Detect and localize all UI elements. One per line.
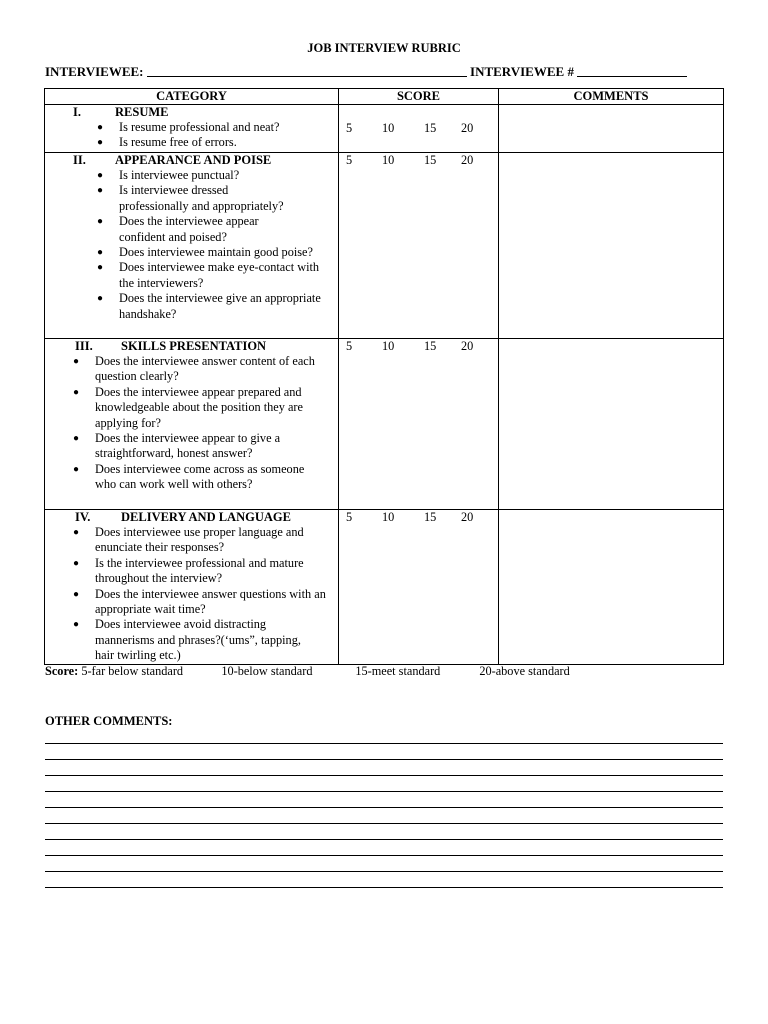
comments-header: COMMENTS (499, 89, 724, 105)
criteria-item: ● Is the interviewee professional and mature throughout the interview? (73, 555, 304, 586)
legend-label: Score: (45, 664, 79, 678)
criteria-item: ● Does the interviewee appear confident and poised? (97, 214, 259, 244)
section-title: DELIVERY AND LANGUAGE (121, 510, 291, 524)
criteria-list (45, 168, 338, 322)
writing-line[interactable] (45, 887, 723, 903)
header-row (45, 89, 724, 105)
category-cell (45, 510, 339, 665)
comments-cell[interactable] (499, 105, 724, 153)
score-option-10[interactable]: 10 (382, 153, 395, 167)
legend-item: 10-below standard (221, 664, 313, 678)
category-cell (45, 105, 339, 153)
section-heading (45, 105, 338, 120)
score-option-20[interactable]: 20 (461, 339, 474, 353)
section-heading (45, 153, 338, 168)
criteria-item: ● Does interviewee maintain good poise? (97, 245, 313, 260)
score-option-20[interactable]: 20 (461, 153, 474, 167)
score-option-10[interactable]: 10 (382, 121, 395, 135)
score-option-10[interactable]: 10 (382, 339, 395, 353)
bullet-icon: ● (73, 386, 80, 398)
score-option-20[interactable]: 20 (461, 510, 474, 524)
writing-line[interactable] (45, 775, 723, 791)
section-heading (45, 510, 338, 525)
bullet-icon: ● (73, 557, 80, 569)
score-option-15[interactable]: 15 (424, 153, 437, 167)
rubric-row-skills (45, 339, 724, 510)
score-header: SCORE (339, 89, 499, 105)
writing-line[interactable] (45, 839, 723, 855)
bullet-icon: ● (73, 588, 80, 600)
criteria-list (45, 354, 338, 493)
score-legend (45, 663, 570, 679)
rubric-row-appearance (45, 153, 724, 339)
score-option-5[interactable]: 5 (346, 510, 353, 524)
score-option-10[interactable]: 10 (382, 510, 395, 524)
legend-item: 20-above standard (479, 664, 570, 678)
bullet-icon: ● (97, 293, 104, 305)
criteria-item: ● Does interviewee come across as someone who can work well with others? (73, 461, 305, 492)
criteria-item: ● Does interviewee avoid distracting mannerisms and phrases?(‘ums”, tapping, hair twirling etc.) (73, 617, 301, 663)
category-header: CATEGORY (45, 89, 339, 105)
legend-item: 5-far below standard (81, 664, 184, 678)
bullet-icon: ● (97, 247, 104, 259)
interviewee-number-label: INTERVIEWEE # (470, 64, 574, 79)
writing-line[interactable] (45, 807, 723, 823)
other-comments-lines[interactable] (45, 743, 723, 903)
other-comments-label: OTHER COMMENTS: (45, 714, 173, 728)
section-title: SKILLS PRESENTATION (121, 339, 267, 353)
score-cell[interactable] (339, 510, 499, 665)
score-options (339, 121, 498, 136)
score-option-15[interactable]: 15 (424, 510, 437, 524)
bullet-icon: ● (73, 619, 80, 631)
section-numeral: I. (73, 105, 81, 119)
writing-line[interactable] (45, 759, 723, 775)
criteria-item: ● Does the interviewee answer questions with an appropriate wait time? (73, 586, 326, 617)
writing-line[interactable] (45, 743, 723, 759)
criteria-list (45, 120, 338, 151)
comments-cell[interactable] (499, 339, 724, 510)
score-cell[interactable] (339, 339, 499, 510)
section-heading (45, 339, 338, 354)
rubric-table (44, 88, 724, 665)
category-cell (45, 339, 339, 510)
section-title: APPEARANCE AND POISE (115, 153, 272, 167)
score-option-5[interactable]: 5 (346, 121, 353, 135)
category-cell (45, 153, 339, 339)
bullet-icon: ● (97, 170, 104, 181)
score-options (339, 339, 498, 354)
bullet-icon: ● (73, 356, 80, 367)
score-option-15[interactable]: 15 (424, 339, 437, 353)
criteria-item: ● Does the interviewee answer content of each question clearly? (73, 354, 315, 384)
document-title: JOB INTERVIEW RUBRIC (307, 41, 461, 55)
rubric-row-resume (45, 105, 724, 153)
score-options (339, 510, 498, 525)
criteria-item: ● Is interviewee punctual? (97, 168, 240, 182)
criteria-item: ● Is interviewee dressed professionally and appropriately? (97, 183, 284, 213)
interviewee-number-field[interactable] (577, 64, 687, 77)
interviewee-label: INTERVIEWEE: (45, 64, 144, 79)
criteria-item: ● Does interviewee make eye-contact with the interviewers? (97, 260, 320, 290)
bullet-icon: ● (97, 185, 104, 197)
bullet-icon: ● (73, 463, 80, 475)
comments-cell[interactable] (499, 153, 724, 339)
bullet-icon: ● (73, 433, 80, 445)
criteria-item: ● Is resume professional and neat? (97, 120, 280, 134)
criteria-item: ● Does the interviewee give an appropriate handshake? (97, 291, 321, 321)
legend-item: 15-meet standard (355, 664, 441, 678)
score-option-5[interactable]: 5 (346, 153, 353, 167)
criteria-list (45, 525, 338, 664)
score-option-20[interactable]: 20 (461, 121, 474, 135)
criteria-item: ● Does interviewee use proper language and enunciate their responses? (73, 525, 304, 555)
score-cell[interactable] (339, 153, 499, 339)
bullet-icon: ● (97, 122, 104, 133)
score-cell[interactable] (339, 105, 499, 153)
score-option-5[interactable]: 5 (346, 339, 353, 353)
criteria-item: ● Is resume free of errors. (97, 135, 237, 150)
score-option-15[interactable]: 15 (424, 121, 437, 135)
writing-line[interactable] (45, 791, 723, 807)
bullet-icon: ● (73, 527, 80, 538)
section-numeral: II. (73, 153, 86, 167)
criteria-item: ● Does the interviewee appear prepared and knowledgeable about the position they are applying for? (73, 384, 303, 430)
rubric-row-delivery (45, 510, 724, 665)
comments-cell[interactable] (499, 510, 724, 665)
interviewee-line (45, 64, 722, 80)
writing-line[interactable] (45, 871, 723, 887)
writing-line[interactable] (45, 855, 723, 871)
interviewee-name-field[interactable] (147, 64, 467, 77)
writing-line[interactable] (45, 823, 723, 839)
bullet-icon: ● (97, 137, 104, 149)
bullet-icon: ● (97, 216, 104, 228)
section-numeral: IV. (75, 510, 91, 524)
section-title: RESUME (115, 105, 169, 119)
criteria-item: ● Does the interviewee appear to give a straightforward, honest answer? (73, 431, 281, 461)
bullet-icon: ● (97, 262, 104, 274)
section-numeral: III. (75, 339, 93, 353)
score-options (339, 153, 498, 168)
